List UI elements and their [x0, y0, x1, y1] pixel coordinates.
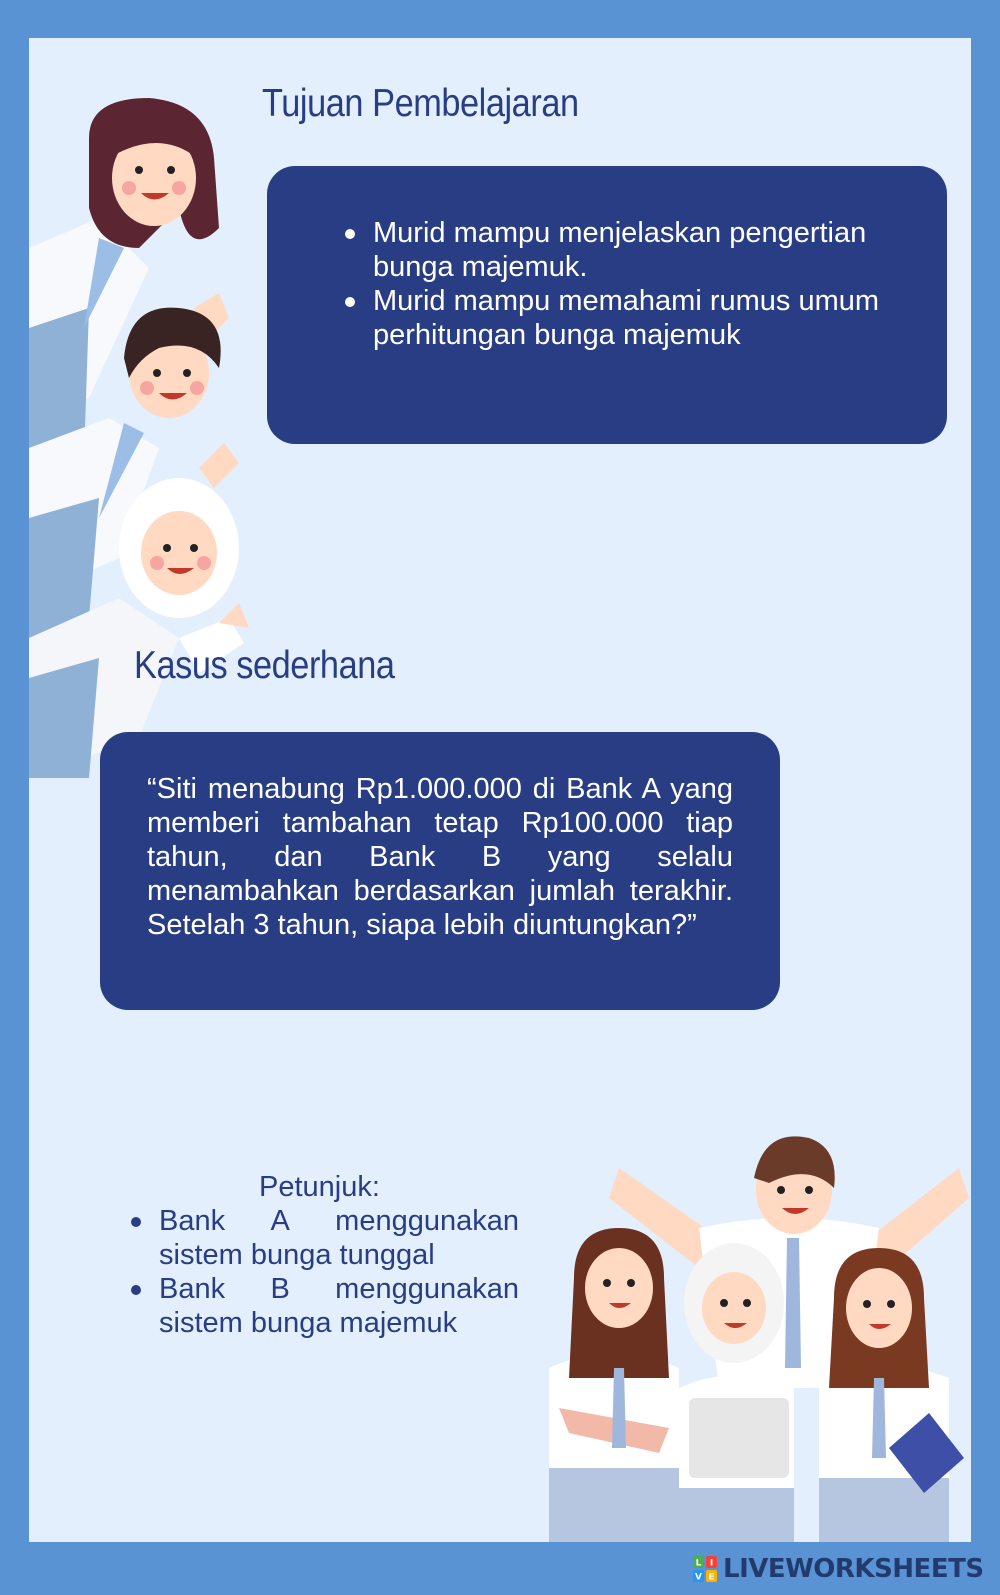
goals-list: [343, 216, 883, 352]
goal-item: Murid mampu memahami rumus umum perhitungan bunga majemuk: [343, 284, 883, 352]
hint-list: [129, 1204, 519, 1340]
hint-section: [129, 1170, 519, 1340]
liveworksheets-brand: LIVEWORKSHEETS: [723, 1554, 984, 1584]
logo-letter: V: [695, 1572, 702, 1582]
logo-letter: L: [695, 1558, 702, 1569]
case-box: [100, 732, 780, 1010]
case-text: “Siti menabung Rp1.000.000 di Bank A yang memberi tambahan tetap Rp100.000 tiap tahun, dan Bank B yang selalu menambahkan berdasarkan jumlah terakhir. Setelah 3 tahun, siapa lebih diuntungkan?”: [147, 773, 733, 941]
goal-item: Murid mampu menjelaskan pengertian bunga majemuk.: [343, 216, 883, 284]
students-group-icon: [519, 1128, 971, 1542]
goals-box: [267, 166, 947, 444]
logo-letter: I: [709, 1558, 714, 1569]
logo-letter: E: [708, 1572, 715, 1582]
worksheet-page: [29, 38, 971, 1542]
hint-item: Bank A menggunakan sistem bunga tunggal: [129, 1204, 519, 1272]
hint-title: Petunjuk:: [259, 1171, 380, 1203]
liveworksheets-footer: [693, 1552, 984, 1586]
goals-title: Tujuan Pembelajaran: [262, 82, 579, 125]
case-title: Kasus sederhana: [134, 644, 395, 687]
liveworksheets-logo-icon: [693, 1556, 717, 1582]
hint-item: Bank B menggunakan sistem bunga majemuk: [129, 1272, 519, 1340]
